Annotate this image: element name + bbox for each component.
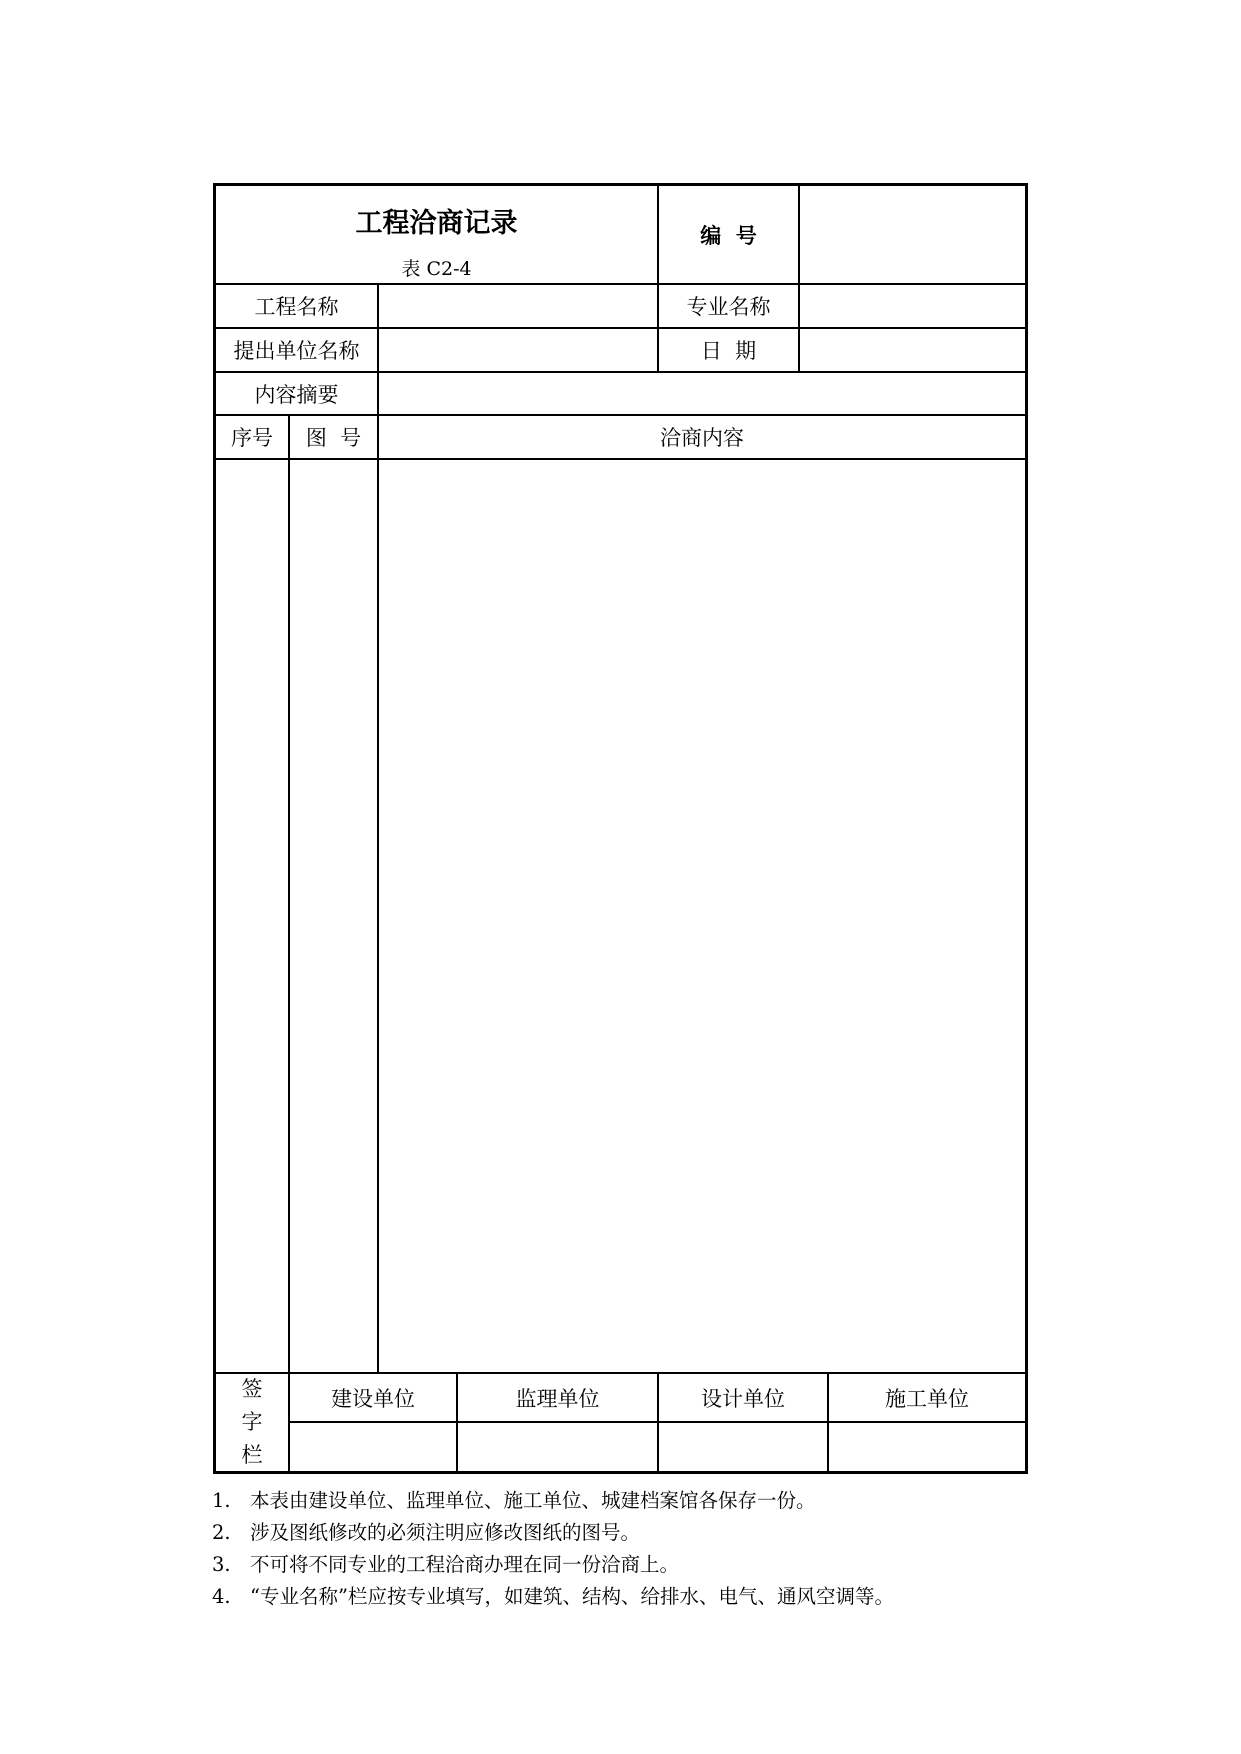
- content-column-area[interactable]: [379, 460, 1025, 1372]
- sign-unit-owner: 建设单位: [331, 1386, 415, 1411]
- date-field[interactable]: [800, 329, 1025, 371]
- note-item: [212, 1549, 1112, 1581]
- signature-label-char: 签: [241, 1377, 263, 1401]
- signature-field-designer[interactable]: [659, 1423, 827, 1471]
- summary-label: 内容摘要: [254, 382, 339, 407]
- form-number-code: 表 C2-4: [401, 257, 472, 280]
- note-item: [212, 1517, 1112, 1549]
- discipline-label: 专业名称: [686, 295, 771, 319]
- note-item: [212, 1581, 1112, 1613]
- note-text: 本表由建设单位、监理单位、施工单位、城建档案馆各保存一份。: [250, 1489, 816, 1512]
- summary-field[interactable]: [379, 373, 1025, 414]
- signature-field-contractor[interactable]: [829, 1423, 1025, 1471]
- seq-column-area[interactable]: [216, 460, 288, 1372]
- note-text: 涉及图纸修改的必须注明应修改图纸的图号。: [250, 1521, 641, 1544]
- note-number: 3.: [212, 1553, 231, 1576]
- note-text: 不可将不同专业的工程洽商办理在同一份洽商上。: [250, 1553, 680, 1576]
- date-label: 日 期: [700, 339, 757, 363]
- submitter-field[interactable]: [379, 329, 657, 371]
- project-name-label: 工程名称: [254, 295, 339, 319]
- project-name-field[interactable]: [379, 285, 657, 327]
- submitter-label: 提出单位名称: [233, 339, 360, 363]
- note-number: 4.: [212, 1585, 231, 1608]
- sign-unit-supervisor: 监理单位: [515, 1386, 600, 1411]
- drawing-column-area[interactable]: [290, 460, 377, 1372]
- signature-label-char: 字: [241, 1410, 263, 1434]
- signature-field-owner[interactable]: [290, 1423, 456, 1471]
- border-bottom: [213, 1471, 1028, 1474]
- signature-label: [216, 1374, 288, 1471]
- note-item: [212, 1485, 1112, 1517]
- form-title: 工程洽商记录: [355, 207, 518, 239]
- col-content-header: 洽商内容: [660, 426, 744, 450]
- note-number: 1.: [212, 1489, 231, 1512]
- note-number: 2.: [212, 1521, 231, 1544]
- note-text: “专业名称”栏应按专业填写，如建筑、结构、给排水、电气、通风空调等。: [250, 1585, 894, 1608]
- discipline-field[interactable]: [800, 285, 1025, 327]
- number-field[interactable]: [800, 186, 1025, 283]
- signature-label-char: 栏: [241, 1443, 263, 1467]
- border-right: [1025, 183, 1028, 1474]
- sign-unit-contractor: 施工单位: [885, 1386, 969, 1411]
- number-label: 编 号: [700, 223, 757, 248]
- notes-list: [212, 1485, 1112, 1613]
- col-drawing-header: 图 号: [305, 426, 362, 450]
- signature-field-supervisor[interactable]: [458, 1423, 657, 1471]
- sign-unit-designer: 设计单位: [701, 1386, 785, 1411]
- col-seq-header: 序号: [231, 426, 273, 450]
